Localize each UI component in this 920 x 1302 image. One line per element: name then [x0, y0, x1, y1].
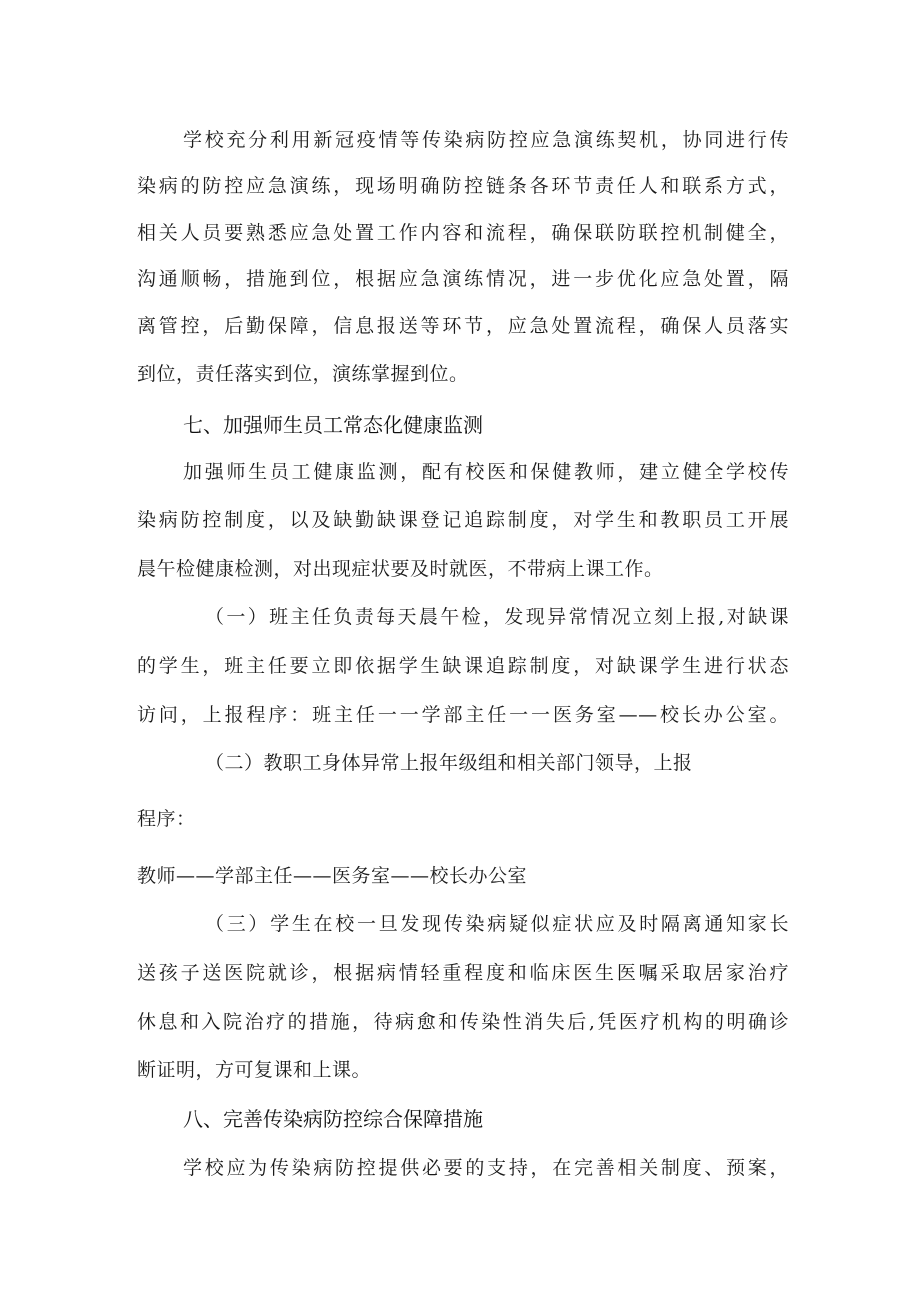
paragraph-line: 加强师生员工健康监测，配有校医和保健教师，建立健全学校传: [183, 461, 789, 483]
paragraph-line: 学校应为传染病防控提供必要的支持，在完善相关制度、预案，: [183, 1157, 789, 1179]
paragraph-line: （三）学生在校一旦发现传染病疑似症状应及时隔离通知家长: [205, 913, 789, 935]
paragraph-line: 晨午检健康检测，对出现症状要及时就医，不带病上课工作。: [137, 558, 664, 580]
section-heading-7: 七、加强师生员工常态化健康监测: [183, 413, 483, 437]
paragraph-line: 的学生，班主任要立即依据学生缺课追踪制度，对缺课学生进行状态: [137, 655, 789, 677]
paragraph-line: 程序：: [137, 808, 196, 830]
paragraph-line: 访问，上报程序：班主任一一学部主任一一医务室——校长办公室。: [137, 704, 789, 726]
paragraph-line: 离管控，后勤保障，信息报送等环节，应急处置流程，确保人员落实: [137, 315, 789, 337]
paragraph-line: 相关人员要熟悉应急处置工作内容和流程，确保联防联控机制健全，: [137, 222, 789, 244]
paragraph-line: 染病的防控应急演练，现场明确防控链条各环节责任人和联系方式，: [137, 175, 789, 197]
paragraph-line: 教师——学部主任——医务室——校长办公室: [137, 865, 528, 887]
section-heading-8: 八、完善传染病防控综合保障措施: [183, 1107, 483, 1131]
paragraph-line: 到位，责任落实到位，演练掌握到位。: [137, 363, 469, 385]
paragraph-line: 断证明，方可复课和上课。: [137, 1059, 372, 1081]
paragraph-line: 沟通顺畅，措施到位，根据应急演练情况，进一步优化应急处置，隔: [137, 268, 789, 290]
paragraph-line: （一）班主任负责每天晨午检，发现异常情况立刻上报,对缺课: [205, 606, 789, 628]
paragraph-line: 休息和入院治疗的措施，待病愈和传染性消失后,凭医疗机构的明确诊: [137, 1011, 789, 1033]
paragraph-line: 送孩子送医院就诊，根据病情轻重程度和临床医生医嘱采取居家治疗: [137, 962, 789, 984]
paragraph-line: 学校充分利用新冠疫情等传染病防控应急演练契机，协同进行传: [183, 129, 789, 151]
paragraph-line: （二）教职工身体异常上报年级组和相关部门领导，上报: [205, 752, 693, 774]
paragraph-line: 染病防控制度，以及缺勤缺课登记追踪制度，对学生和教职员工开展: [137, 509, 789, 531]
